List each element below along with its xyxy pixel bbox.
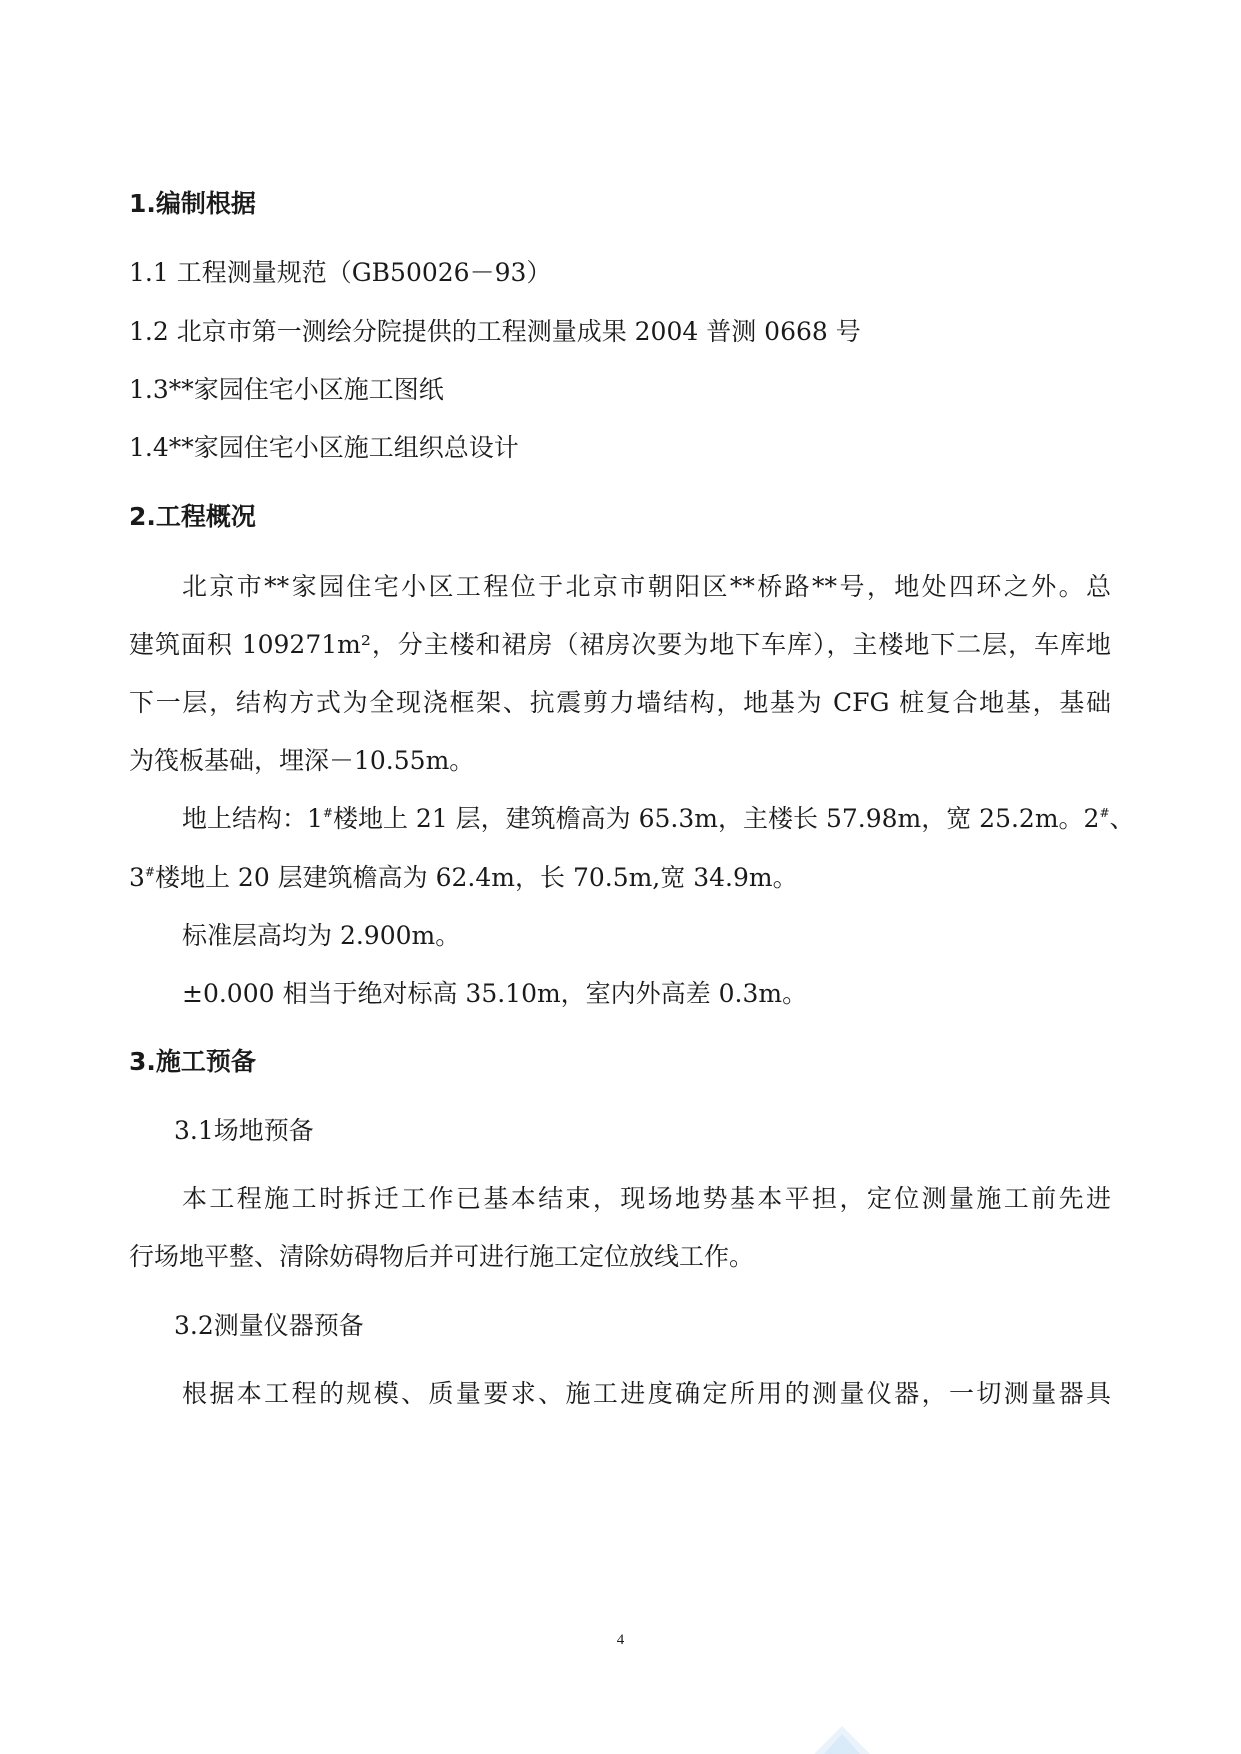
building-number-mark: # xyxy=(144,865,155,879)
building-number-mark: # xyxy=(322,806,333,820)
subsection-heading-3-1: 3.1场地预备 xyxy=(174,1116,314,1145)
subsection-heading-3-2: 3.2测量仪器预备 xyxy=(174,1311,364,1340)
structure-line-2-part-b: 楼地上 20 层建筑檐高为 62.4m，长 70.5m,宽 34.9m。 xyxy=(154,863,798,892)
elevation-line: ±0.000 相当于绝对标高 35.10m，室内外高差 0.3m。 xyxy=(182,979,808,1008)
overview-line-3: 下一层，结构方式为全现浇框架、抗震剪力墙结构，地基为 CFG 桩复合地基，基础 xyxy=(129,688,1111,717)
building-number-mark: # xyxy=(1099,806,1110,820)
section-heading-2: 2.工程概况 xyxy=(129,502,256,531)
page-number: 4 xyxy=(616,1632,625,1648)
section-heading-3: 3.施工预备 xyxy=(129,1047,256,1076)
structure-line-1 xyxy=(182,802,1135,836)
overview-line-1: 北京市**家园住宅小区工程位于北京市朝阳区**桥路**号，地处四环之外。总 xyxy=(182,572,1111,601)
basis-item-4: 1.4**家园住宅小区施工组织总设计 xyxy=(129,433,519,462)
overview-line-4: 为筏板基础，埋深－10.55m。 xyxy=(129,746,475,775)
section-heading-1: 1.编制根据 xyxy=(129,189,256,218)
site-prep-line-2: 行场地平整、清除妨碍物后并可进行施工定位放线工作。 xyxy=(129,1242,755,1271)
watermark-logo xyxy=(812,1724,872,1754)
basis-item-1: 1.1 工程测量规范（GB50026－93） xyxy=(129,258,552,287)
site-prep-line-1: 本工程施工时拆迁工作已基本结束，现场地势基本平担，定位测量施工前先进 xyxy=(182,1184,1111,1213)
overview-line-2: 建筑面积 109271m²，分主楼和裙房（裙房次要为地下车库），主楼地下二层，车库地 xyxy=(129,630,1111,659)
structure-line-1-part-c: 、 xyxy=(1109,804,1135,833)
basis-item-2: 1.2 北京市第一测绘分院提供的工程测量成果 2004 普测 0668 号 xyxy=(129,317,861,346)
instrument-prep-line-1: 根据本工程的规模、质量要求、施工进度确定所用的测量仪器，一切测量器具 xyxy=(182,1379,1111,1408)
structure-line-1-part-b: 楼地上 21 层，建筑檐高为 65.3m，主楼长 57.98m，宽 25.2m。2 xyxy=(332,804,1100,833)
basis-item-3: 1.3**家园住宅小区施工图纸 xyxy=(129,375,444,404)
structure-line-1-part-a: 地上结构：1 xyxy=(182,804,323,833)
floor-height-line: 标准层高均为 2.900m。 xyxy=(182,921,461,950)
structure-line-2-part-a: 3 xyxy=(129,863,145,892)
structure-line-2 xyxy=(129,861,798,895)
